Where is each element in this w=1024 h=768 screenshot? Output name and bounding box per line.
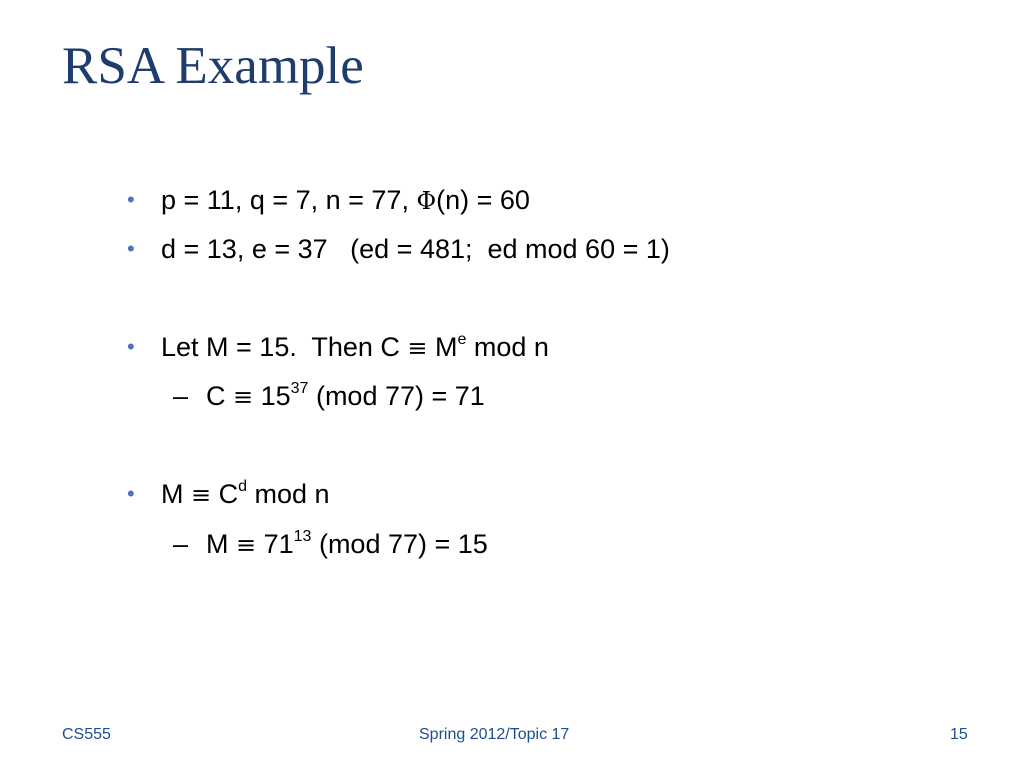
equiv-symbol: ≡ (236, 531, 257, 559)
bullet-text: p = 11, q = 7, n = 77, (161, 185, 417, 215)
bullet-item (161, 474, 330, 515)
superscript: d (238, 478, 248, 495)
bullet-text: d = 13, e = 37 (ed = 481; ed mod 60 = 1) (161, 234, 670, 264)
superscript: e (457, 331, 467, 348)
sub-bullet-item (206, 376, 485, 417)
footer-course: CS555 (62, 726, 111, 743)
footer-page-number: 15 (950, 726, 968, 743)
sub-bullet-item (206, 524, 488, 565)
bullet-text: mod n (466, 332, 549, 362)
bullet-text: Let M = 15. Then C (161, 332, 408, 362)
bullet-item (161, 229, 670, 269)
bullet-text: 71 (256, 529, 294, 559)
bullet-text: M (161, 479, 191, 509)
bullet-text: (n) = 60 (436, 185, 530, 215)
equiv-symbol: ≡ (191, 481, 212, 509)
bullet-text: M (206, 529, 236, 559)
equiv-symbol: ≡ (233, 383, 254, 411)
bullet-text: mod n (247, 479, 330, 509)
superscript: 13 (293, 528, 312, 545)
bullet-item (161, 327, 549, 368)
dash-marker: – (173, 529, 189, 559)
bullet-marker: • (127, 481, 135, 506)
bullet-text: 15 (253, 381, 291, 411)
dash-marker: – (173, 381, 189, 411)
bullet-item (161, 180, 530, 221)
bullet-marker: • (127, 187, 135, 212)
equiv-symbol: ≡ (407, 334, 428, 362)
bullet-text: C (206, 381, 233, 411)
bullet-text: (mod 77) = 71 (308, 381, 485, 411)
bullet-marker: • (127, 334, 135, 359)
bullet-text: C (211, 479, 239, 509)
superscript: 37 (290, 380, 309, 397)
bullet-text: M (427, 332, 458, 362)
footer-term-topic: Spring 2012/Topic 17 (419, 726, 570, 743)
phi-symbol: Φ (416, 187, 437, 215)
slide-title: RSA Example (62, 37, 364, 95)
bullet-text: (mod 77) = 15 (311, 529, 488, 559)
bullet-marker: • (127, 236, 135, 261)
